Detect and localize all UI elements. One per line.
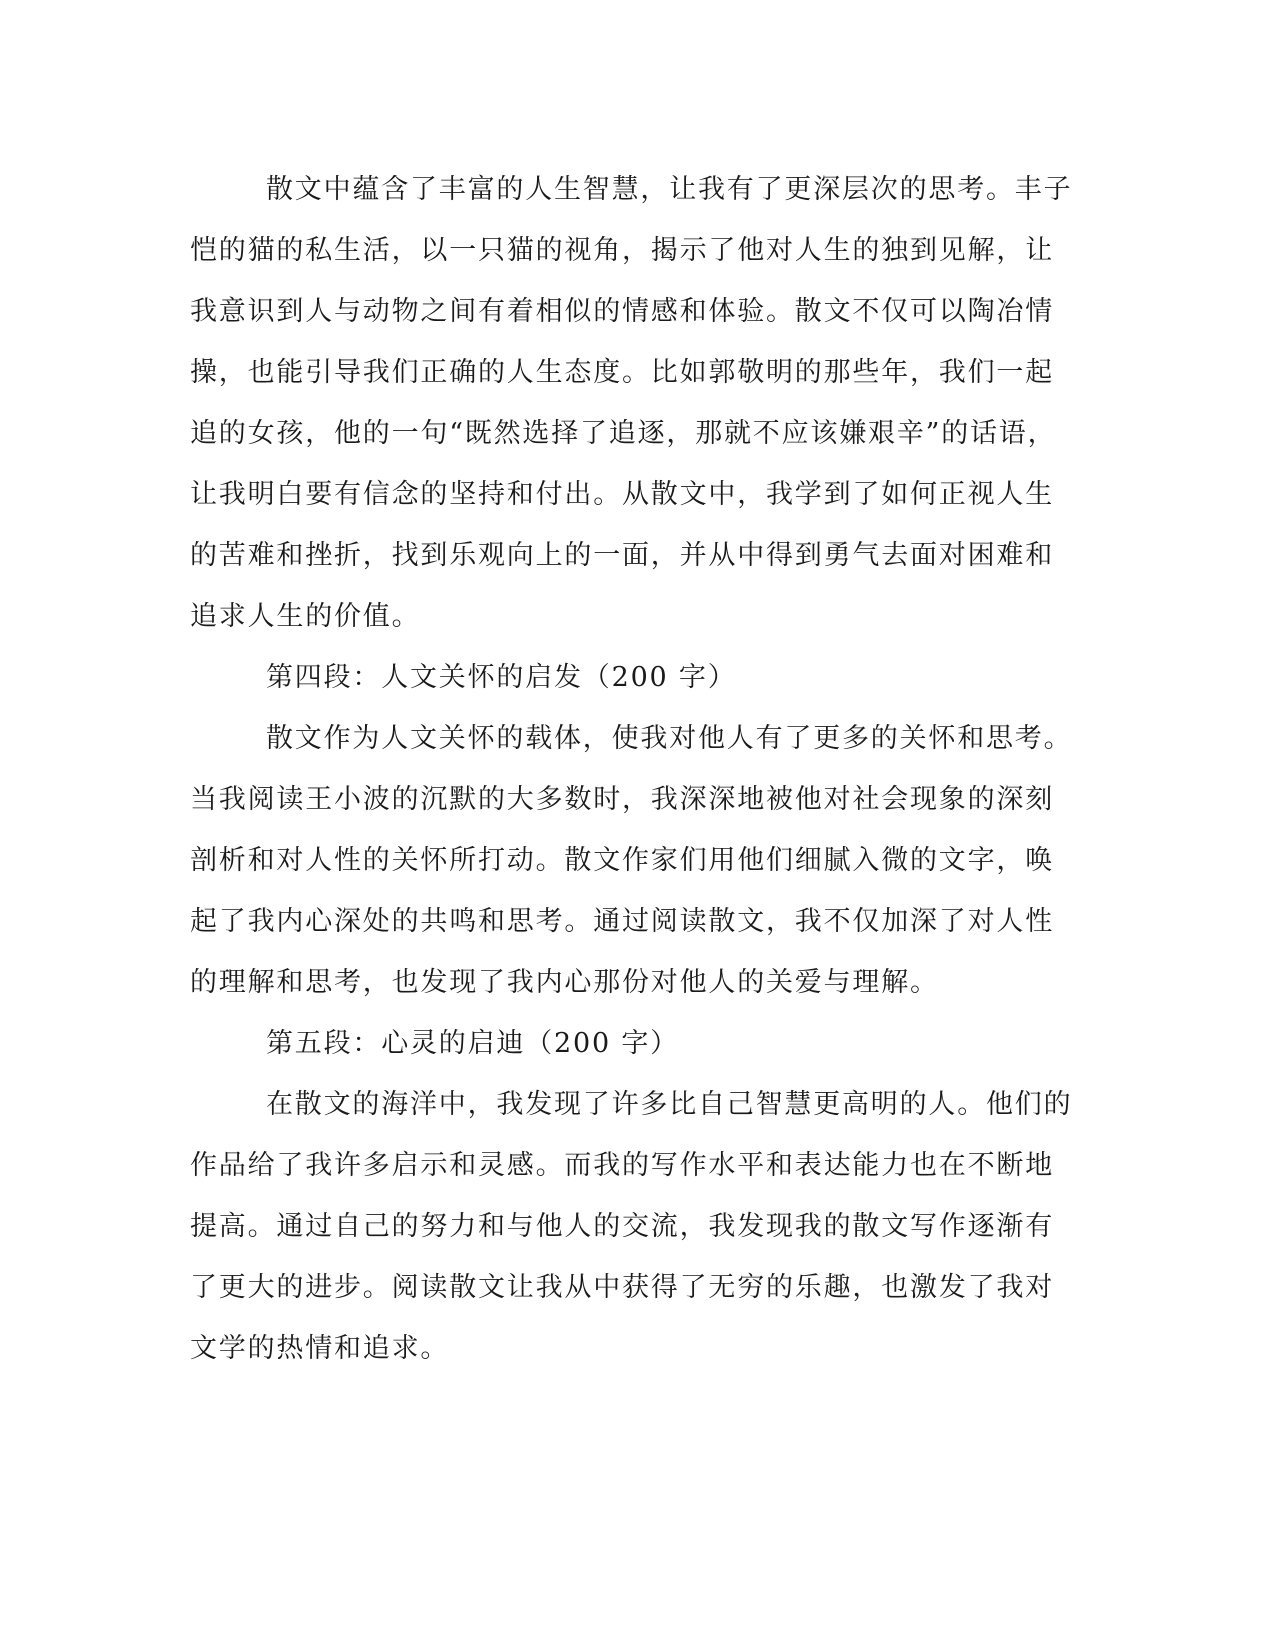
paragraph-line: 追的女孩，他的一句“既然选择了追逐，那就不应该嫌艰辛”的话语， xyxy=(190,418,1057,449)
paragraph-line: 起了我内心深处的共鸣和思考。通过阅读散文，我不仅加深了对人性 xyxy=(190,906,1054,937)
paragraph-line: 的理解和思考，也发现了我内心那份对他人的关爱与理解。 xyxy=(190,967,939,998)
paragraph-line: 恺的猫的私生活，以一只猫的视角，揭示了他对人生的独到见解，让 xyxy=(190,235,1054,266)
paragraph-line: 让我明白要有信念的坚持和付出。从散文中，我学到了如何正视人生 xyxy=(190,479,1054,510)
paragraph-line: 散文作为人文关怀的载体，使我对他人有了更多的关怀和思考。 xyxy=(266,723,1073,754)
paragraph-line: 我意识到人与动物之间有着相似的情感和体验。散文不仅可以陶冶情 xyxy=(190,296,1054,327)
paragraph-line: 当我阅读王小波的沉默的大多数时，我深深地被他对社会现象的深刻 xyxy=(190,784,1054,815)
paragraph-line: 散文中蕴含了丰富的人生智慧，让我有了更深层次的思考。丰子 xyxy=(266,174,1073,205)
paragraph-line: 追求人生的价值。 xyxy=(190,601,421,632)
section-heading: 第五段：心灵的启迪（200 字） xyxy=(266,1028,679,1059)
paragraph-line: 在散文的海洋中，我发现了许多比自己智慧更高明的人。他们的 xyxy=(266,1089,1073,1120)
paragraph-line: 剖析和对人性的关怀所打动。散文作家们用他们细腻入微的文字，唤 xyxy=(190,845,1054,876)
paragraph-line: 作品给了我许多启示和灵感。而我的写作水平和表达能力也在不断地 xyxy=(190,1150,1054,1181)
section-heading: 第四段：人文关怀的启发（200 字） xyxy=(266,662,737,693)
paragraph-line: 提高。通过自己的努力和与他人的交流，我发现我的散文写作逐渐有 xyxy=(190,1211,1054,1242)
paragraph-line: 了更大的进步。阅读散文让我从中获得了无穷的乐趣，也激发了我对 xyxy=(190,1272,1054,1303)
paragraph-line: 操，也能引导我们正确的人生态度。比如郭敬明的那些年，我们一起 xyxy=(190,357,1054,388)
paragraph-line: 文学的热情和追求。 xyxy=(190,1333,450,1364)
paragraph-line: 的苦难和挫折，找到乐观向上的一面，并从中得到勇气去面对困难和 xyxy=(190,540,1054,571)
